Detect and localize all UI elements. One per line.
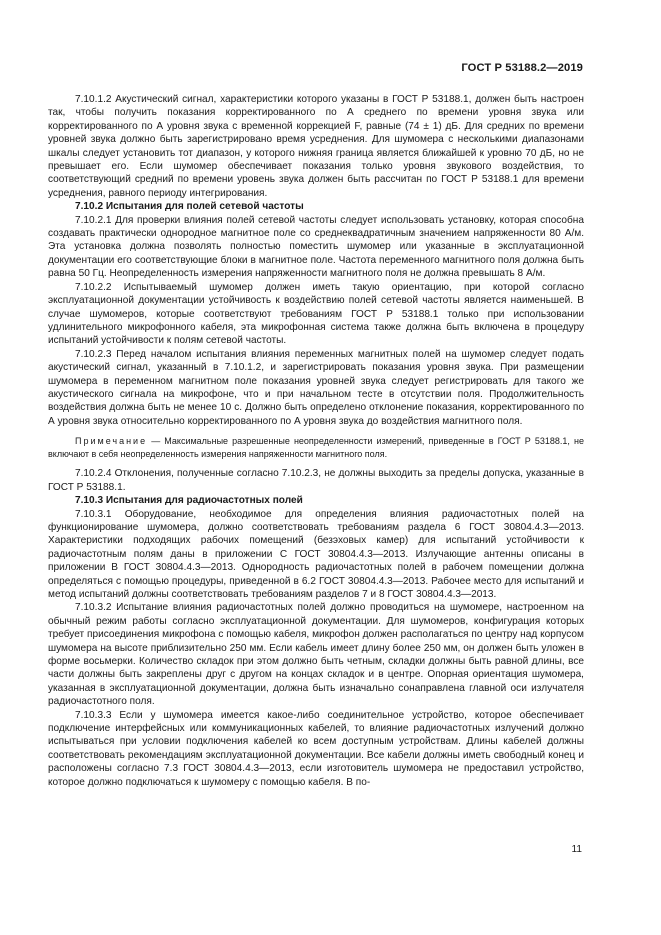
- paragraph-7-10-3-1: 7.10.3.1 Оборудование, необходимое для определения влияния радиочастотных полей на функционирование шумомера, должно соответствовать требованиям раздела 6 ГОСТ 30804.4.3—2013. Характеристики подходящих рабочих помещений (безэховых камер) для испытаний устойчивости к радиочастотным полям даны в приложении С ГОСТ 30804.4.3—2013. Излучающие антенны описаны в приложении В ГОСТ 30804.4.3—2013. Однородность радиочастотных полей в рабочем помещении должна определяться с помощью процедуры, приведенной в 6.2 ГОСТ 30804.4.3—2013. Рабочее место для испытаний и метод испытаний должны соответствовать требованиям разделов 7 и 8 ГОСТ 30804.4.3—2013.: [48, 508, 584, 600]
- section-heading-7-10-2: 7.10.2 Испытания для полей сетевой частоты: [75, 201, 304, 213]
- paragraph-7-10-2-2: 7.10.2.2 Испытываемый шумомер должен иметь такую ориентацию, при которой согласно эксплуатационной документации устойчивость к воздействию полей сетевой частоты является наименьшей. В случае шумомеров, которые соответствуют требованиям ГОСТ Р 53188.1 только при использовании удлинительного микрофонного кабеля, эта микрофонная система также должна быть включена в процедуру испытаний устойчивости к полям сетевой частоты.: [48, 281, 584, 347]
- note-text: — Максимальные разрешенные неопределенности измерений, приведенные в ГОСТ Р 53188.1, не включают в себя неопределенность измерения напряженности магнитного поля.: [48, 436, 584, 459]
- paragraph-7-10-2-3: 7.10.2.3 Перед началом испытания влияния переменных магнитных полей на шумомер следует подать акустический сигнал, указанный в 7.10.1.2, и зарегистрировать показания уровня звука. При размещении шумомера в переменном магнитном поле показания уровней звука следует регистрировать для такого же акустического сигнала на микрофоне, что и при начальном тесте в отсутствии поля. Продолжительность воздействия должна быть не менее 10 с. Должно быть определено отклонение показания, корректированного по А уровня звука относительно корректированного по А уровня звука до воздействия магнитного поля.: [48, 348, 584, 427]
- paragraph-7-10-2-1: 7.10.2.1 Для проверки влияния полей сетевой частоты следует использовать установку, которая способна создавать практически однородное магнитное поле со среднеквадратичным значением напряженности 80 А/м. Эта установка должна позволять полностью поместить шумомер или указанные в эксплуатационной документации его соответствующие блоки в магнитное поле. Частота переменного магнитного поля должна быть равна 50 Гц. Неопределенность измерения напряженности магнитного поля не должна превышать 8 А/м.: [48, 214, 584, 280]
- document-body: [48, 93, 584, 789]
- note-label: Примечание: [75, 436, 148, 447]
- paragraph-7-10-3-3: 7.10.3.3 Если у шумомера имеется какое-либо соединительное устройство, которое обеспечивает подключение интерфейсных или коммуникационных кабелей, то влияние радиочастотных излучений должно испытываться при условии подключения кабелей ко всем доступным устройствам. Длины кабелей должны соответствовать рекомендациям эксплуатационной документации. Все кабели должны иметь свободный конец и расположены согласно 7.3 ГОСТ 30804.4.3—2013, если изготовитель шумомера не предоставил устройство, которое должно подключаться к шумомеру с помощью кабеля. В по-: [48, 709, 584, 788]
- paragraph-7-10-1-2: 7.10.1.2 Акустический сигнал, характеристики которого указаны в ГОСТ Р 53188.1, должен быть настроен так, чтобы получить показания корректированного по А среднего по времени уровня звука или корректированного по А уровня звука с временной коррекцией F, равные (74 ± 1) дБ. Для средних по времени уровней звука должно быть зарегистрировано время усреднения. Для шумомера с несколькими диапазонами шкалы следует установить тот диапазон, у которого нижняя граница является ближайшей к уровню 70 дБ, но не превышает его. Если шумомер обеспечивает показания только уровня звукового воздействия, то соответствующий средний по времени уровень звука должен быть рассчитан по ГОСТ Р 53188.1 для времени усреднения, равного периоду интегрирования.: [48, 94, 584, 199]
- page-number: 11: [571, 844, 582, 855]
- document-header-id: ГОСТ Р 53188.2—2019: [461, 62, 583, 74]
- paragraph-7-10-3-2: 7.10.3.2 Испытание влияния радиочастотных полей должно проводиться на шумомере, настроенном на обычный режим работы согласно эксплуатационной документации. Для шумомеров, конфигурация которых требует присоединения микрофона с помощью кабеля, микрофон должен располагаться по центру над корпусом шумомера на высоте приблизительно 250 мм. Если кабель имеет длину более 250 мм, он должен быть уложен в форме восьмерки. Количество складок при этом должно быть четным, складки должны быть равной длины, все части должны быть закреплены друг с другом на концах складок и в центре. Опорная ориентация шумомера, указанная в эксплуатационной документации, должна быть изначально сонаправлена главной оси излучателя радиочастотного поля.: [48, 602, 584, 708]
- note: [48, 435, 584, 460]
- paragraph-7-10-2-4: 7.10.2.4 Отклонения, полученные согласно 7.10.2.3, не должны выходить за пределы допуска, указанные в ГОСТ Р 53188.1.: [48, 468, 584, 493]
- section-heading-7-10-3: 7.10.3 Испытания для радиочастотных полей: [75, 495, 303, 507]
